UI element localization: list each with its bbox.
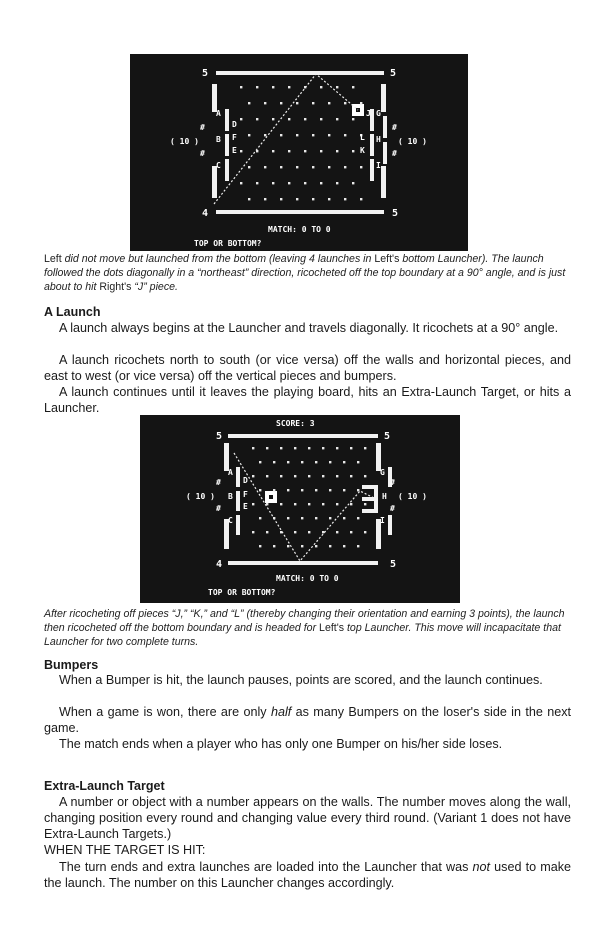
- svg-text:#: #: [200, 149, 205, 158]
- target-subheading: WHEN THE TARGET IS HIT:: [44, 843, 206, 857]
- board-dot: [280, 134, 282, 136]
- board-dot: [288, 86, 290, 88]
- board-dot: [312, 166, 314, 168]
- svg-text:G: G: [380, 468, 385, 477]
- board-dot: [272, 118, 274, 120]
- bottom-boundary: [228, 561, 378, 565]
- right-launch-count: ( 10 ): [398, 137, 427, 146]
- board-dot: [343, 517, 345, 519]
- svg-text:4: 4: [216, 559, 223, 570]
- board-dot: [248, 166, 250, 168]
- board-dot: [248, 198, 250, 200]
- board-dot: [344, 134, 346, 136]
- piece-label-b: B: [216, 135, 221, 144]
- board-dot: [315, 461, 317, 463]
- board-dot: [287, 545, 289, 547]
- svg-text:#: #: [390, 478, 395, 487]
- top-boundary: [216, 71, 384, 75]
- board-dot: [350, 447, 352, 449]
- board-dot: [301, 489, 303, 491]
- board-dot: [336, 531, 338, 533]
- right-wall-top: [381, 84, 386, 112]
- board-dot: [320, 118, 322, 120]
- score: SCORE: 3: [276, 419, 315, 428]
- board-dot: [240, 150, 242, 152]
- svg-text:E: E: [243, 502, 248, 511]
- board-dot: [320, 86, 322, 88]
- board-dot: [322, 447, 324, 449]
- board-dot: [287, 489, 289, 491]
- right-wall-bottom: [381, 166, 386, 198]
- piece-label-e: E: [232, 146, 237, 155]
- board-dot: [288, 150, 290, 152]
- board-dot: [272, 150, 274, 152]
- svg-text:#: #: [392, 123, 397, 132]
- board-dot: [357, 517, 359, 519]
- board-dot: [296, 198, 298, 200]
- board-dot: [352, 86, 354, 88]
- left-wall-top: [212, 84, 217, 112]
- svg-text:B: B: [228, 492, 233, 501]
- board-dot: [350, 531, 352, 533]
- corner-bottom-left: 4: [202, 208, 209, 219]
- launch-paragraph-2: A launch ricochets north to south (or vice versa) off the walls and horizontal pieces, and east to west (or vice versa) off the vertical pieces and bumpers.: [44, 353, 571, 383]
- board-dot: [301, 517, 303, 519]
- board-dot: [287, 517, 289, 519]
- board-dot: [364, 475, 366, 477]
- bumpers-paragraph-1: When a Bumper is hit, the launch pauses, points are scored, and the launch continues.: [59, 673, 543, 687]
- board-dot: [329, 517, 331, 519]
- board-dot: [288, 182, 290, 184]
- board-dot: [352, 118, 354, 120]
- board-dot: [364, 531, 366, 533]
- svg-text:A: A: [228, 468, 233, 477]
- svg-text:H: H: [382, 492, 387, 501]
- board-dot: [328, 102, 330, 104]
- svg-text:5: 5: [216, 431, 223, 442]
- board-dot: [304, 182, 306, 184]
- board-dot: [252, 475, 254, 477]
- board-dot: [287, 461, 289, 463]
- board-dot: [256, 118, 258, 120]
- board-dot: [272, 182, 274, 184]
- board-dot: [315, 489, 317, 491]
- board-dot: [336, 447, 338, 449]
- board-dot: [360, 102, 362, 104]
- svg-text:#: #: [200, 123, 205, 132]
- board-dot: [308, 531, 310, 533]
- board-dot: [328, 198, 330, 200]
- svg-text:#: #: [216, 478, 221, 487]
- board-dot: [280, 102, 282, 104]
- bottom-boundary: [216, 210, 384, 214]
- left-launch-count: ( 10 ): [186, 492, 215, 501]
- board-dot: [336, 503, 338, 505]
- board-dot: [294, 503, 296, 505]
- board-dot: [264, 102, 266, 104]
- match-score: MATCH: 0 TO 0: [268, 225, 331, 234]
- piece-label-k: K: [360, 146, 365, 155]
- board-dot: [240, 182, 242, 184]
- board-dot: [308, 475, 310, 477]
- board-dot: [252, 503, 254, 505]
- board-dot: [308, 503, 310, 505]
- board-dot: [280, 166, 282, 168]
- svg-text:F: F: [243, 490, 248, 499]
- board-dot: [240, 118, 242, 120]
- board-dot: [329, 545, 331, 547]
- board-dot: [272, 86, 274, 88]
- board-dot: [264, 166, 266, 168]
- board-dot: [312, 134, 314, 136]
- board-dot: [328, 166, 330, 168]
- corner-top-right: 5: [390, 68, 397, 79]
- board-dot: [343, 545, 345, 547]
- corner-bottom-right: 5: [392, 208, 399, 219]
- heading-extra-launch-target: Extra-Launch Target: [44, 779, 165, 793]
- board-dot: [259, 545, 261, 547]
- board-dot: [322, 503, 324, 505]
- board-dot: [322, 475, 324, 477]
- svg-text:I: I: [380, 516, 385, 525]
- board-dot: [343, 461, 345, 463]
- board-dot: [336, 118, 338, 120]
- board-dot: [259, 489, 261, 491]
- right-launch-count: ( 10 ): [398, 492, 427, 501]
- board-dot: [259, 517, 261, 519]
- board-dot: [344, 102, 346, 104]
- launch-paragraph-1: A launch always begins at the Launcher and travels diagonally. It ricochets at a 90° angle.: [59, 321, 559, 335]
- svg-text:5: 5: [390, 559, 397, 570]
- svg-text:#: #: [216, 504, 221, 513]
- piece-label-d: D: [232, 120, 237, 129]
- board-dot: [344, 166, 346, 168]
- board-dot: [294, 475, 296, 477]
- piece-label-i: I: [376, 161, 381, 170]
- board-dot: [336, 182, 338, 184]
- board-dot: [248, 102, 250, 104]
- svg-text:C: C: [228, 516, 233, 525]
- board-dot: [301, 545, 303, 547]
- board-dot: [294, 531, 296, 533]
- match-score: MATCH: 0 TO 0: [276, 574, 339, 583]
- svg-text:5: 5: [384, 431, 391, 442]
- board-dot: [336, 150, 338, 152]
- board-dot: [352, 182, 354, 184]
- board-dot: [364, 447, 366, 449]
- board-dot: [357, 489, 359, 491]
- board-dot: [315, 545, 317, 547]
- left-launch-count: ( 10 ): [170, 137, 199, 146]
- piece-label-h: H: [376, 135, 381, 144]
- board-dot: [312, 102, 314, 104]
- board-dot: [329, 489, 331, 491]
- board-dot: [320, 150, 322, 152]
- heading-bumpers: Bumpers: [44, 658, 99, 672]
- board-dot: [266, 531, 268, 533]
- piece-label-c: C: [216, 161, 221, 170]
- board-dot: [320, 182, 322, 184]
- board-dot: [360, 166, 362, 168]
- piece-label-j: J: [366, 109, 371, 118]
- piece-label-f: F: [232, 133, 237, 142]
- board-dot: [252, 531, 254, 533]
- board-dot: [288, 118, 290, 120]
- board-dot: [364, 503, 366, 505]
- board-dot: [280, 447, 282, 449]
- board-dot: [273, 461, 275, 463]
- piece-label-a: A: [216, 109, 221, 118]
- board-dot: [304, 118, 306, 120]
- board-dot: [264, 198, 266, 200]
- caption-1: Left did not move but launched from the bottom (leaving 4 launches in Left's bottom Launcher). The launch followed the dots diagonally in a “northeast” direction, ricocheted off the top boundary at a 90° angle, and is just about to hit Right's “J” piece.: [44, 253, 566, 293]
- board-dot: [280, 503, 282, 505]
- board-dot: [350, 503, 352, 505]
- board-dot: [240, 86, 242, 88]
- board-dot: [266, 475, 268, 477]
- bumpers-paragraph-3: The match ends when a player who has only one Bumper on his/her side loses.: [59, 737, 503, 751]
- top-boundary: [228, 434, 378, 438]
- board-dot: [304, 150, 306, 152]
- caption-2: After ricocheting off pieces “J,” “K,” and “L” (thereby changing their orientation and earning 3 points), the launch then ricocheted off the bottom boundary and is headed for Left's top Launcher. This move will incapacitate that Launcher for two complete turns.: [44, 608, 565, 648]
- game-screenshot-2: [140, 415, 460, 603]
- board-dot: [256, 86, 258, 88]
- board-dot: [360, 198, 362, 200]
- board-dot: [280, 198, 282, 200]
- board-dot: [259, 461, 261, 463]
- board-dot: [344, 198, 346, 200]
- board-dot: [357, 545, 359, 547]
- game-screenshot-1: [130, 54, 468, 251]
- svg-text:#: #: [392, 149, 397, 158]
- board-dot: [312, 198, 314, 200]
- board-dot: [248, 134, 250, 136]
- bumpers-paragraph-2: When a game is won, there are only half as many Bumpers on the loser's side in the next game.: [44, 705, 571, 735]
- board-dot: [301, 461, 303, 463]
- board-dot: [296, 166, 298, 168]
- board-dot: [252, 447, 254, 449]
- launch-paragraph-3: A launch continues until it leaves the playing board, hits an Extra-Launch Target, or hits a Launcher.: [44, 385, 571, 415]
- target-paragraph-1: A number or object with a number appears on the walls. The number moves along the wall, changing position every round and changing value every third round. (Variant 1 does not have Extra-Launch Targets.): [44, 795, 571, 841]
- piece-label-g: G: [376, 109, 381, 118]
- left-wall-bottom: [212, 166, 217, 198]
- heading-a-launch: A Launch: [44, 305, 101, 319]
- board-dot: [273, 545, 275, 547]
- piece-label-l: L: [360, 133, 365, 142]
- board-dot: [328, 134, 330, 136]
- board-dot: [336, 475, 338, 477]
- target-paragraph-2: The turn ends and extra launches are loaded into the Launcher that was not used to make the launch. The number on this Launcher changes accordingly.: [44, 860, 571, 890]
- board-dot: [264, 134, 266, 136]
- board-dot: [343, 489, 345, 491]
- board-dot: [280, 475, 282, 477]
- board-dot: [273, 489, 275, 491]
- prompt-text: TOP OR BOTTOM?: [194, 239, 262, 248]
- board-dot: [336, 86, 338, 88]
- corner-top-left: 5: [202, 68, 209, 79]
- svg-text:D: D: [243, 476, 248, 485]
- board-dot: [329, 461, 331, 463]
- board-dot: [294, 447, 296, 449]
- board-dot: [296, 102, 298, 104]
- board-dot: [308, 447, 310, 449]
- board-dot: [315, 517, 317, 519]
- board-dot: [352, 150, 354, 152]
- prompt-text: TOP OR BOTTOM?: [208, 588, 276, 597]
- board-dot: [266, 447, 268, 449]
- board-dot: [256, 182, 258, 184]
- svg-text:#: #: [390, 504, 395, 513]
- board-dot: [296, 134, 298, 136]
- board-dot: [350, 475, 352, 477]
- board-dot: [357, 461, 359, 463]
